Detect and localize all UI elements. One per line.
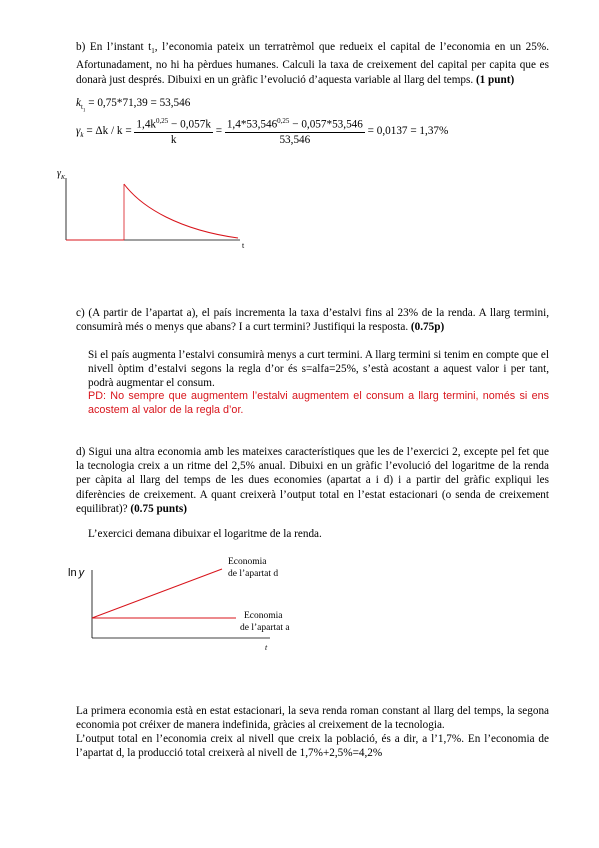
graph-b-decay-curve <box>124 184 238 238</box>
graph-b-ylabel: $\gamma_K$ <box>57 168 65 181</box>
graph-b-xlabel: t <box>242 241 245 250</box>
part-c-answer: Si el país augmenta l’estalvi consumirà menys a curt termini. A llarg termini si tenim en compte que el nivell òptim d’estalvi segons la regla d’or és s=alfa=25%, s’està acostant a aquest valor i per tant, podrà augmentar el consum. <box>88 349 549 390</box>
graph-d-rising-line <box>92 569 222 618</box>
capital-growth-graph <box>50 160 260 260</box>
part-d-question: d) Sigui una altra economia amb les mateixes característiques que les de l’exercici 2, excepte pel fet que la tecnologia creix a un ritme del 2,5% anual. Dibuixi en un gràfic l’evolució del logaritme de la renda per càpita al llarg del temps de les dues economies (apartat a i d) i a partir del gràfic expliqui les diferències de creixement. A quant creixerà l’output total en l’estat estacionari (o senda de creixement equilibrat)? (0.75 punts) <box>76 446 549 515</box>
part-d-answer-2: L’output total en l’economia creix al nivell que creix la població, és a dir, a l’1,7%. En l’economia de l’apartat d, la producció total creixerà al nivell de 1,7%+2,5%=4,2% <box>76 733 549 760</box>
label-economy-d-line1: Economia <box>228 557 267 567</box>
label-economy-d-line2: de l’apartat d <box>228 569 279 579</box>
label-economy-a-line2: de l’apartat a <box>240 623 290 633</box>
part-d-note: L’exercici demana dibuixar el logaritme de la renda. <box>88 528 322 540</box>
part-d-answer-1: La primera economia està en estat estacionari, la seva renda roman constant al llarg del temps, la segona economia pot créixer de manera indefinida, gràcies al creixement de la tecnologia. <box>76 705 549 732</box>
equation-growth-rate: $\gamma_k = \Delta k / k$ = $\frac{1,4k^{0,25} - 0,057k}{k}$ = $\frac{1,4*53,546^{0,25} - 0,057*53,546}{53,546}$ = 0,0137 = 1,37% <box>76 117 449 146</box>
points-b: (1 punt) <box>475 73 515 86</box>
equation-capital: $k_{t_1} = 0,75*71,39 = 53,546$ <box>76 97 191 114</box>
graph-d-xlabel: t <box>265 643 268 652</box>
fraction-numeric: $\frac{1,4*53,546^{0,25} - 0,057*53,546}{53,546}$ <box>226 117 363 146</box>
part-b-question: b) En l’instant $t_1$, l’economia pateix un terratrèmol que redueix el capital de l’economia en un 25%. Afortunadament, no hi ha pèrdues humanes. Calculi la taxa de creixement del capital per capita que es donarà just després. Dibuixi en un gràfic l’evolució d’aquesta variable al llarg del temps. (1 punt) <box>76 41 549 86</box>
fraction-general: $\frac{1,4k^{0,25} - 0,057k}{k}$ <box>136 117 211 146</box>
points-d: (0.75 punts) <box>130 502 187 515</box>
part-c-question: c) (A partir de l’apartat a), el país incrementa la taxa d’estalvi fins al 23% de la renda. A llarg termini, consumirà més o menys que abans? I a curt termini? Justifiqui la resposta. (0.75p) <box>76 307 549 334</box>
graph-d-ylabel: ln y <box>68 567 85 579</box>
log-income-graph <box>60 552 340 656</box>
part-c-ps: PD: No sempre que augmentem l’estalvi augmentem el consum a llarg termini, només si ens acostem al valor de la regla d’or. <box>88 390 549 417</box>
label-economy-a-line1: Economia <box>244 611 283 621</box>
points-c: (0.75p) <box>410 321 445 334</box>
